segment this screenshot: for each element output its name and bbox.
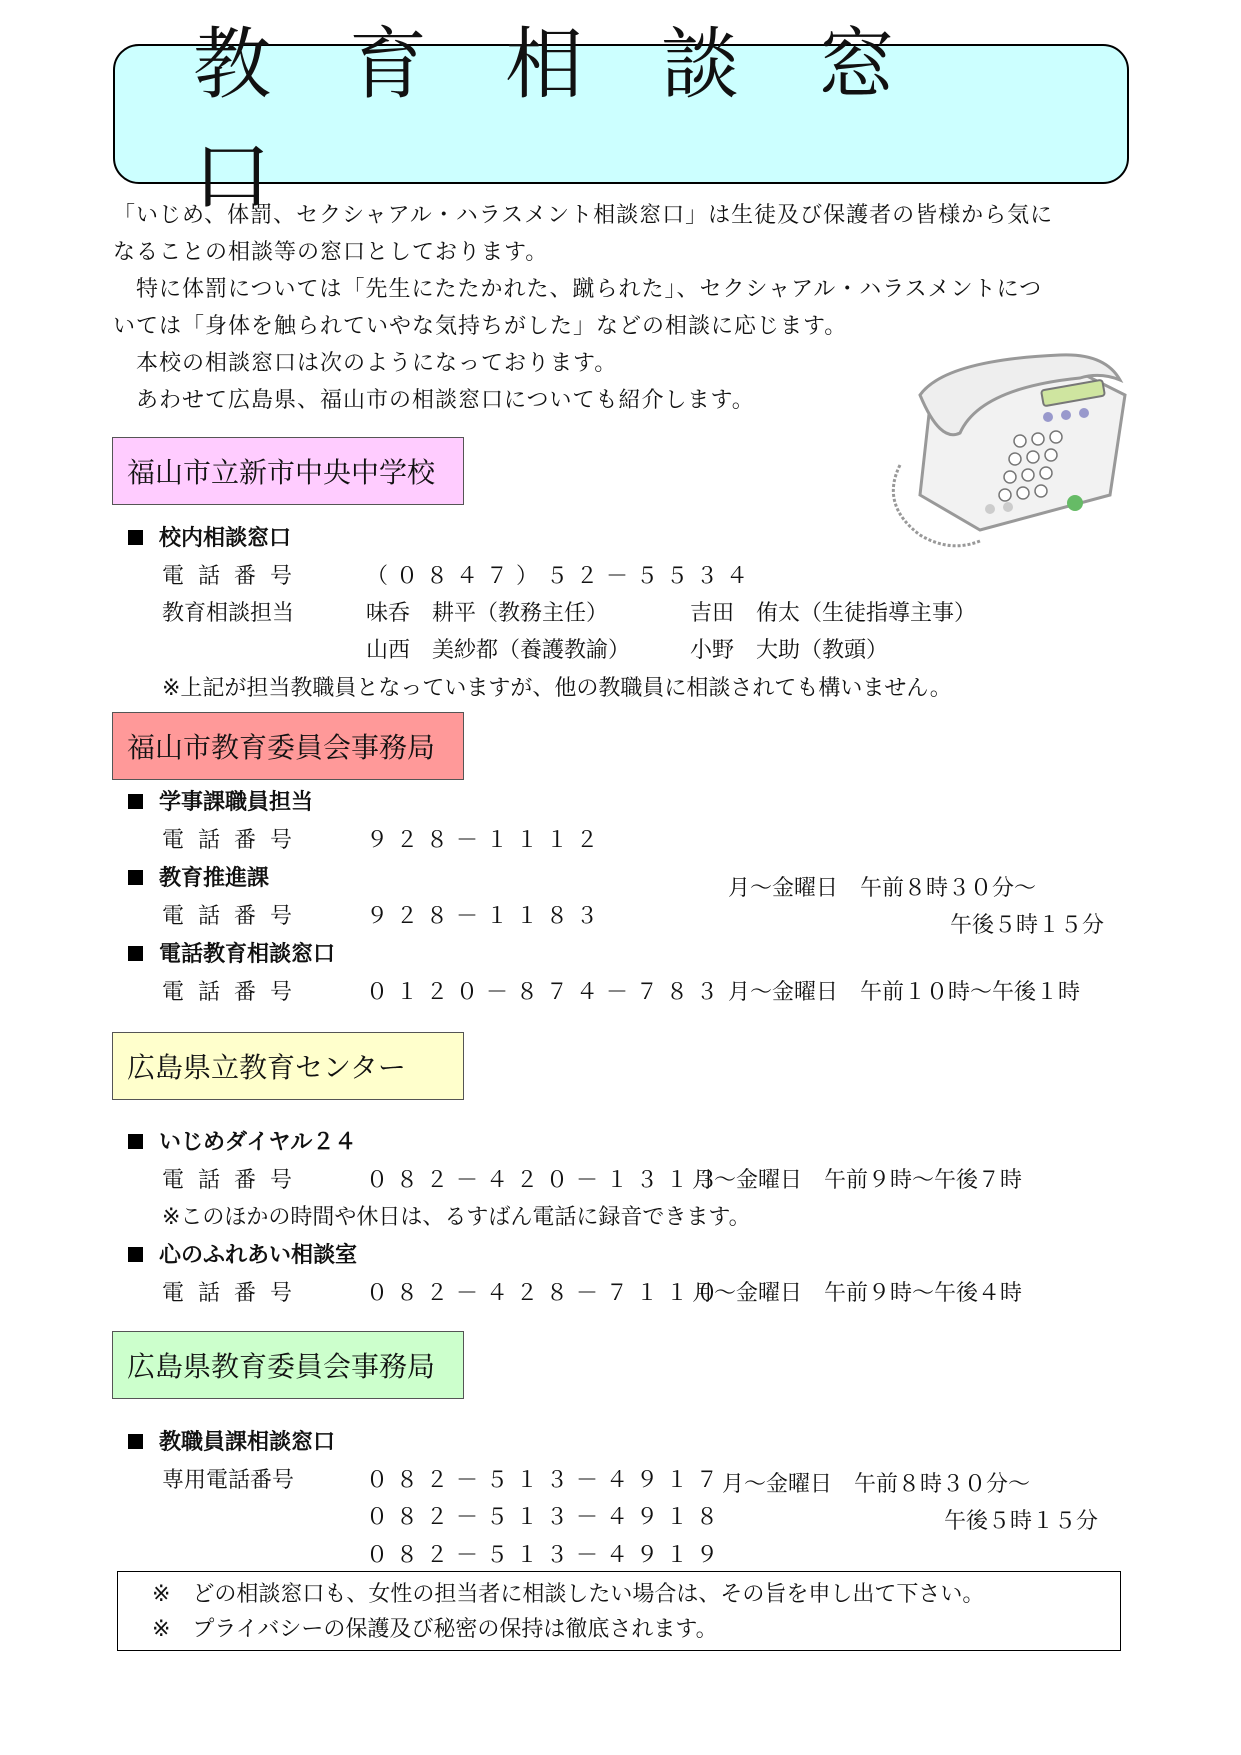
intro-line: なることの相談等の窓口としております。 — [113, 240, 549, 265]
section-label-city: 福山市教育委員会事務局 — [112, 712, 464, 780]
intro-line: いては「身体を触られていやな気持ちがした」などの相談に応じます。 — [113, 314, 848, 339]
page-title: 教育相談窓口 — [193, 20, 974, 222]
phone-number: ０８２－５１３－４９１８ — [366, 1505, 727, 1530]
city-item-heading: 教育推進課 — [128, 864, 269, 894]
hours-text: 月～金曜日 午前９時～午後４時 — [692, 1281, 1023, 1306]
pref-center-note: ※このほかの時間や休日は、るすばん電話に録音できます。 — [162, 1205, 751, 1230]
school-note: ※上記が担当教職員となっていますが、他の教職員に相談されても構いません。 — [162, 676, 952, 701]
footer-note-box — [117, 1571, 1121, 1651]
section-label-school: 福山市立新市中央中学校 — [112, 437, 464, 505]
hours-text: 午後５時１５分 — [944, 1509, 1099, 1534]
hours-text: 月～金曜日 午前８時３０分～ — [722, 1472, 1031, 1497]
phone-number: ９２８－１１８３ — [366, 904, 607, 929]
pref-center-item-heading: いじめダイヤル２４ — [128, 1128, 356, 1158]
phone-label: 専用電話番号 — [162, 1468, 295, 1493]
staff-name: 山西 美紗都（養護教諭） — [366, 638, 631, 663]
bullet-icon — [128, 1434, 143, 1449]
phone-number: （０８４７）５２－５５３４ — [366, 564, 757, 589]
bullet-icon — [128, 946, 143, 961]
intro-line: あわせて広島県、福山市の相談窓口についても紹介します。 — [113, 388, 755, 413]
city-item-heading: 学事課職員担当 — [128, 788, 313, 818]
phone-label: 電話番号 — [162, 828, 307, 853]
footer-note: ※ どの相談窓口も、女性の担当者に相談したい場合は、その旨を申し出て下さい。 — [152, 1582, 985, 1607]
section-label-pref-board: 広島県教育委員会事務局 — [112, 1331, 464, 1399]
staff-label: 教育相談担当 — [162, 601, 295, 626]
bullet-icon — [128, 1247, 143, 1262]
intro-line: 「いじめ、体罰、セクシャアル・ハラスメント相談窓口」は生徒及び保護者の皆様から気に — [113, 203, 1054, 228]
phone-label: 電話番号 — [162, 980, 307, 1005]
phone-number: ０８２－４２０－１３１３ — [366, 1168, 727, 1193]
phone-label: 電話番号 — [162, 904, 307, 929]
phone-label: 電話番号 — [162, 1281, 307, 1306]
phone-label: 電話番号 — [162, 564, 307, 589]
city-item-heading: 電話教育相談窓口 — [128, 940, 335, 970]
bullet-icon — [128, 794, 143, 809]
staff-name: 吉田 侑太（生徒指導主事） — [690, 601, 977, 626]
phone-number: ０８２－５１３－４９１７ — [366, 1468, 727, 1493]
phone-number: ０１２０－８７４－７８３ — [366, 980, 727, 1005]
bullet-icon — [128, 870, 143, 885]
phone-number: ９２８－１１１２ — [366, 828, 607, 853]
hours-text: 午後５時１５分 — [950, 913, 1105, 938]
pref-center-item-heading: 心のふれあい相談室 — [128, 1241, 357, 1271]
phone-number: ０８２－４２８－７１１０ — [366, 1281, 727, 1306]
phone-label: 電話番号 — [162, 1168, 307, 1193]
staff-name: 味呑 耕平（教務主任） — [366, 601, 609, 626]
hours-text: 月～金曜日 午前８時３０分～ — [728, 876, 1037, 901]
intro-line: 特に体罰については「先生にたたかれた、蹴られた」、セクシャアル・ハラスメントにつ — [113, 277, 1043, 302]
bullet-icon — [128, 1134, 143, 1149]
school-heading: 校内相談窓口 — [128, 524, 291, 554]
footer-note: ※ プライバシーの保護及び秘密の保持は徹底されます。 — [152, 1617, 718, 1642]
hours-text: 月～金曜日 午前９時～午後７時 — [692, 1168, 1023, 1193]
bullet-icon — [128, 530, 143, 545]
telephone-icon — [860, 345, 1140, 555]
pref-board-heading: 教職員課相談窓口 — [128, 1428, 335, 1458]
section-label-pref-center: 広島県立教育センター — [112, 1032, 464, 1100]
phone-number: ０８２－５１３－４９１９ — [366, 1543, 727, 1568]
staff-name: 小野 大助（教頭） — [690, 638, 889, 663]
hours-text: 月～金曜日 午前１０時～午後１時 — [728, 980, 1081, 1005]
intro-line: 本校の相談窓口は次のようになっております。 — [113, 351, 618, 376]
